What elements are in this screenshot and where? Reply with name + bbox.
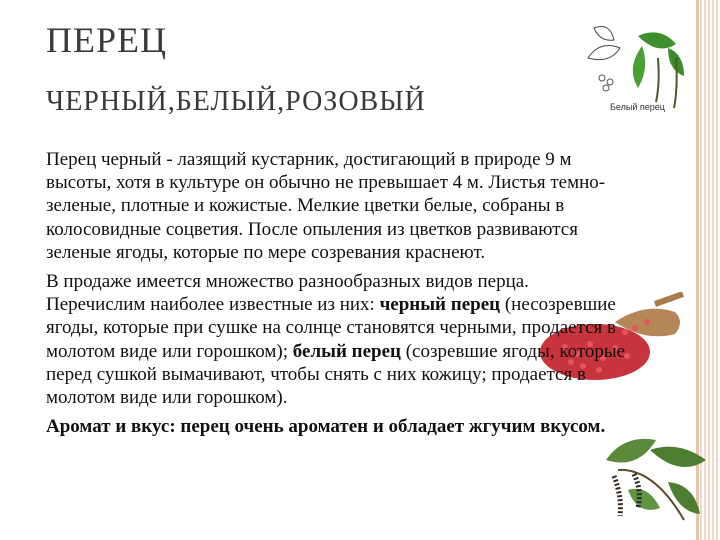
paragraph-description: Перец черный - лазящий кустарник, достигающий в природе 9 м высоты, хотя в культуре он обычно не превышает 4 м. Листья темно-зеленые, плотные и кожистые. Мелкие цветки белые, собраны в колосовидные соцветия. После опыления из цветков развиваются зеленые ягоды, которые по мере созревания краснеют. [46,149,606,263]
paragraph-varieties [46,270,626,409]
paragraph-aroma: Аромат и вкус: перец очень ароматен и обладает жгучим вкусом. [46,416,606,438]
content-block [46,148,626,444]
image-caption: Белый перец [610,102,665,112]
varieties-intro: В продаже имеется множество разнообразных видов перца. Перечислим наиболее известные из них: [46,271,529,316]
black-pepper-term: черный перец [379,294,501,316]
title-line-1: ПЕРЕЦ [46,20,167,60]
black-pepper-desc: (несозревшие ягоды, которые при сушке на солнце становятся черными, продается в молотом виде или горошком); [46,294,617,362]
white-pepper-term: белый перец [292,340,401,362]
title-line-2: ЧЕРНЫЙ,БЕЛЫЙ,РОЗОВЫЙ [46,86,426,117]
white-pepper-desc: (созревшие ягоды, которые перед сушкой вымачивают, чтобы снять с них кожицу; продается в молотом виде или горошком). [46,340,626,409]
